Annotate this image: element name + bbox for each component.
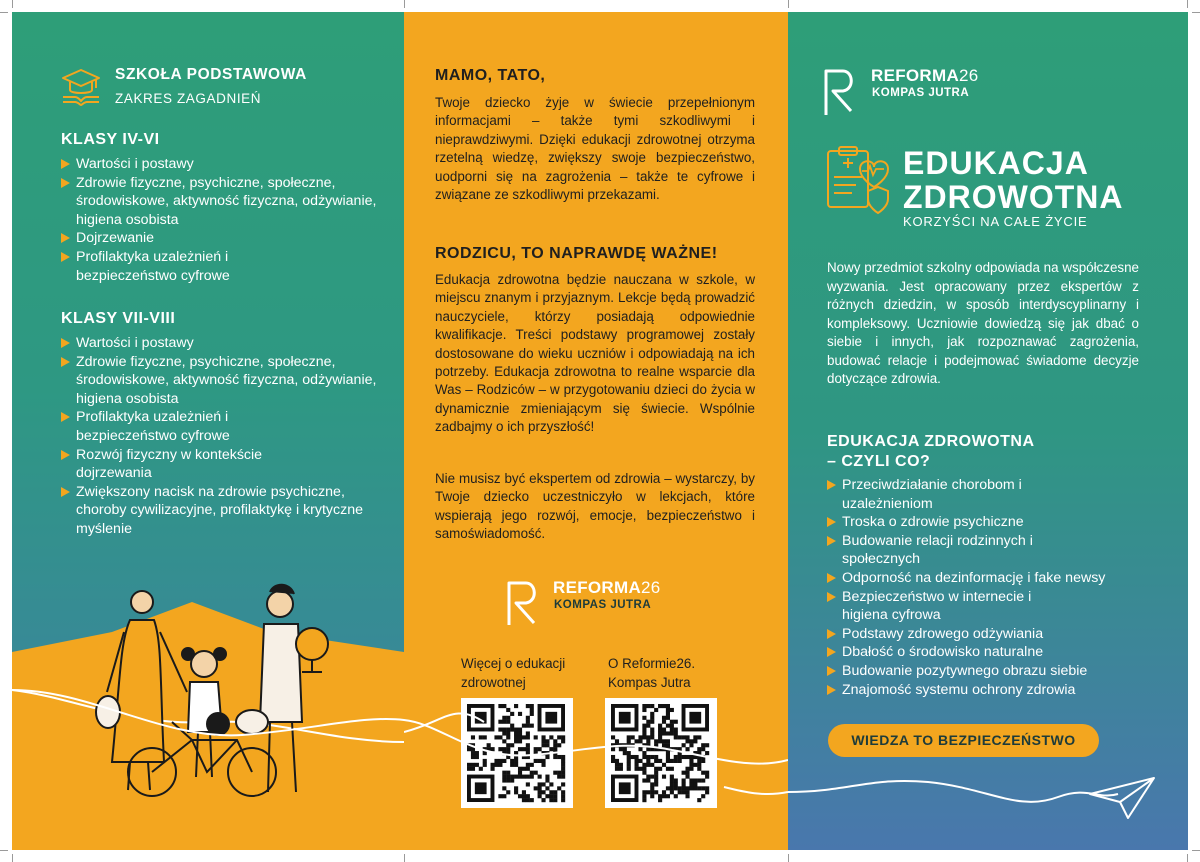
triangle-bullet-icon: [827, 480, 836, 490]
section-heading-vii-viii: KLASY VII-VIII: [61, 310, 176, 327]
list-item: Przeciwdziałanie chorobom i uzależnieniom: [827, 476, 1032, 513]
logo-text: REFORMA26: [553, 578, 661, 597]
fold-mark: [788, 0, 789, 8]
list-item: Profilaktyka uzależnień i bezpieczeństwo cyfrowe: [61, 248, 276, 285]
crop-mark: [1187, 854, 1188, 862]
qr2-label: O Reformie26. Kompas Jutra: [608, 656, 696, 690]
right-panel: [788, 12, 1188, 850]
list-item: Zwiększony nacisk na zdrowie psychiczne, choroby cywilizacyjne, profilaktykę i krytyczne myślenie: [61, 483, 381, 539]
left-panel: [12, 12, 404, 850]
list-item: Znajomość systemu ochrony zdrowia: [827, 681, 1147, 700]
list-item: Wartości i postawy: [61, 334, 381, 353]
crop-mark: [1192, 12, 1200, 13]
list-item: Podstawy zdrowego odżywiania: [827, 625, 1147, 644]
list-item: Budowanie relacji rodzinnych i społecznych: [827, 532, 1052, 569]
triangle-bullet-icon: [61, 338, 70, 348]
what-heading: EDUKACJA ZDROWOTNA – CZYLI CO?: [827, 433, 1035, 470]
intro-paragraph: Twoje dziecko żyje w świecie przepełnionym informacjami – także tymi szkodliwymi i nieprawdziwymi. Dzięki edukacji zdrowotnej otrzyma rzetelną wiedzę, zwiększy swoje bezpieczeństwo, uodporni się na zagrożenia – także te cyfrowe i związane ze szkodliwymi przekazami.: [435, 95, 755, 203]
list-vii-viii: [61, 334, 381, 539]
list-item: Zdrowie fizyczne, psychiczne, społeczne, środowiskowe, aktywność fizyczna, odżywianie, higiena osobista: [61, 174, 381, 230]
triangle-bullet-icon: [61, 252, 70, 262]
crop-mark: [12, 854, 13, 862]
triangle-bullet-icon: [827, 517, 836, 527]
list-item: Troska o zdrowie psychiczne: [827, 513, 1147, 532]
main-subtitle: KORZYŚCI NA CAŁE ŻYCIE: [903, 214, 1088, 229]
reforma-logo: [506, 579, 542, 632]
family-illustration: [12, 572, 404, 850]
logo-subtitle: KOMPAS JUTRA: [554, 599, 652, 611]
intro-text: Nowy przedmiot szkolny odpowiada na współczesne wyzwania. Jest opracowany przez ekspertów z różnych dziedzin, w sposób interdyscyplinarny i kompleksowy. Uczniowie dowiedzą się jak dbać o siebie i innych, jak rozpoznawać zagrożenia, budować relacje i podejmować świadome decyzje dotyczące zdrowia.: [827, 260, 1139, 386]
triangle-bullet-icon: [827, 685, 836, 695]
crop-mark: [1192, 850, 1200, 851]
fold-mark: [404, 854, 405, 862]
reforma-logo: [823, 67, 859, 122]
crop-mark: [0, 850, 8, 851]
main-title: EDUKACJA ZDROWOTNA: [903, 145, 1124, 215]
section-heading-iv-vi: KLASY IV-VI: [61, 131, 160, 148]
triangle-bullet-icon: [827, 536, 836, 546]
list-iv-vi: [61, 155, 381, 285]
graduation-cap-icon: [61, 67, 101, 112]
triangle-bullet-icon: [827, 592, 836, 602]
list-item: Bezpieczeństwo w internecie i higiena cyfrowa: [827, 588, 1052, 625]
list-item: Dbałość o środowisko naturalne: [827, 643, 1147, 662]
list-item: Profilaktyka uzależnień i bezpieczeństwo cyfrowe: [61, 408, 276, 445]
triangle-bullet-icon: [827, 573, 836, 583]
logo-text: REFORMA26: [871, 66, 979, 85]
list-item: Rozwój fizyczny w kontekście dojrzewania: [61, 446, 276, 483]
support-paragraph: Nie musisz być ekspertem od zdrowia – wystarczy, by Twoje dziecko uczestniczyło w lekcjach, które wspierają jego rozwój, emocje, bezpieczeństwo i samoświadomość.: [435, 471, 755, 542]
triangle-bullet-icon: [61, 357, 70, 367]
list-item: Zdrowie fizyczne, psychiczne, społeczne, środowiskowe, aktywność fizyczna, odżywianie, higiena osobista: [61, 353, 381, 409]
school-title: SZKOŁA PODSTAWOWA: [115, 66, 307, 83]
reforma-logo-icon: [823, 67, 859, 117]
info-paragraph: Edukacja zdrowotna będzie nauczana w szkole, w miejscu znanym i przyjaznym. Lekcje będą prowadzić nauczyciele, którzy posiadają odpowiednie kwalifikacje. Treści podstawy programowej zostały dostosowane do wieku uczniów i odpowiadają na ich potrzeby. Edukacja zdrowotna to realne wsparcie dla Was – Rodziców – w przygotowaniu dzieci do życia w dynamicznie zmieniającym się świecie. Wspólnie zadbajmy o ich przyszłość!: [435, 272, 755, 435]
fold-mark: [788, 854, 789, 862]
reforma-logo-icon: [506, 579, 542, 627]
logo-subtitle: KOMPAS JUTRA: [872, 87, 970, 99]
triangle-bullet-icon: [827, 647, 836, 657]
crop-mark: [12, 0, 13, 8]
triangle-bullet-icon: [827, 666, 836, 676]
triangle-bullet-icon: [61, 178, 70, 188]
qr1-label: Więcej o edukacji zdrowotnej: [461, 656, 566, 690]
fold-mark: [404, 0, 405, 8]
list-item: Dojrzewanie: [61, 229, 381, 248]
safety-knowledge-button[interactable]: WIEDZA TO BEZPIECZEŃSTWO: [828, 724, 1099, 757]
wave-line: [404, 692, 788, 812]
list-item: Budowanie pozytywnego obrazu siebie: [827, 662, 1147, 681]
school-subtitle: ZAKRES ZAGADNIEŃ: [115, 91, 262, 106]
paper-plane-icon: [1088, 774, 1158, 824]
crop-mark: [0, 12, 8, 13]
triangle-bullet-icon: [61, 412, 70, 422]
middle-panel: [404, 12, 788, 850]
benefits-list: [827, 476, 1147, 699]
triangle-bullet-icon: [61, 487, 70, 497]
important-heading: RODZICU, TO NAPRAWDĘ WAŻNE!: [435, 245, 718, 262]
crop-mark: [1187, 0, 1188, 8]
medical-clipboard-icon: [826, 145, 890, 220]
parents-heading: MAMO, TATO,: [435, 67, 546, 84]
triangle-bullet-icon: [61, 450, 70, 460]
triangle-bullet-icon: [61, 233, 70, 243]
list-item: Odporność na dezinformację i fake newsy: [827, 569, 1147, 588]
list-item: Wartości i postawy: [61, 155, 381, 174]
triangle-bullet-icon: [61, 159, 70, 169]
triangle-bullet-icon: [827, 629, 836, 639]
